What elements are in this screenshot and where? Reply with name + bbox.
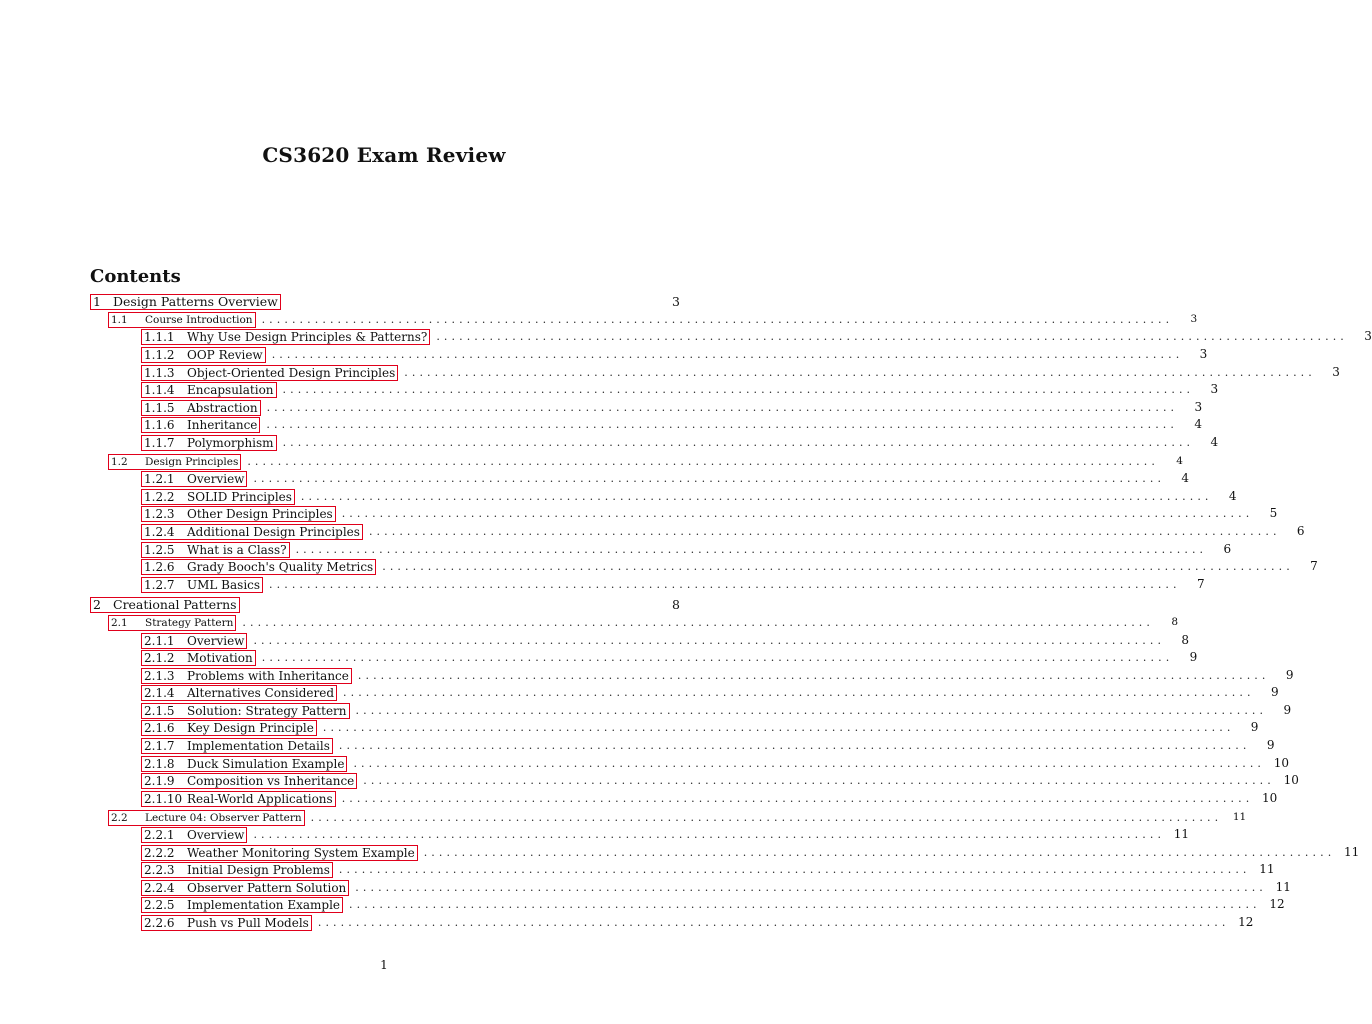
toc-link[interactable] [141,650,256,666]
toc-entry [141,399,1203,416]
toc-page-number[interactable]: 4 [1176,455,1183,467]
toc-link[interactable] [141,915,312,931]
toc-title: Additional Design Principles [187,524,360,539]
toc-leader-dots: ........................................................................................................................ [269,578,1181,591]
toc-entry [141,381,1219,398]
toc-link[interactable] [141,506,336,522]
toc-title: Composition vs Inheritance [187,773,355,788]
toc-number: 1.2.3 [144,506,175,521]
toc-number: 2.1.5 [144,703,175,718]
toc-page-number[interactable]: 7 [1310,559,1318,573]
toc-number: 2.1.8 [144,756,175,771]
toc-link[interactable] [90,294,281,310]
toc-leader-dots: ........................................................................................................................ [261,651,1174,664]
toc-link[interactable] [141,738,333,754]
toc-page-number[interactable]: 8 [1171,616,1178,628]
toc-link[interactable] [108,454,241,470]
toc-title: Weather Monitoring System Example [187,845,415,860]
toc-leader-dots: ........................................................................................................................ [253,634,1166,647]
toc-number: 2.1.7 [144,738,175,753]
toc-entry [141,576,1205,593]
toc-entry [141,702,1292,719]
toc-link[interactable] [141,329,430,345]
toc-page-number[interactable]: 3 [1190,313,1198,325]
toc-title: Grady Booch's Quality Metrics [187,559,374,574]
toc-page-number[interactable]: 9 [1266,738,1275,752]
toc-number: 1.2.6 [144,559,175,574]
toc-entry [141,684,1279,701]
toc-entry [141,844,1360,861]
toc-link[interactable] [141,720,317,736]
toc-leader-dots: ........................................................................................................................ [357,669,1270,682]
toc-link[interactable] [108,810,305,826]
toc-link[interactable] [108,615,236,631]
toc-leader-dots: ........................................................................................................................ [271,348,1184,361]
toc-title: Inheritance [187,417,258,432]
toc-page-number[interactable]: 3 [1364,329,1372,343]
toc-entry [141,719,1259,736]
toc-number: 1.1.4 [144,382,175,397]
toc-title: Key Design Principle [187,720,314,735]
toc-page-number[interactable]: 8 [672,597,680,612]
toc-link[interactable] [141,633,247,649]
toc-entry [141,523,1305,540]
toc-entry [141,914,1254,931]
toc-number: 1.1.1 [144,329,175,344]
contents-heading: Contents [90,266,181,287]
toc-entry [90,596,680,613]
toc-title: Real-World Applications [187,791,333,806]
toc-link[interactable] [141,897,343,913]
toc-entry [141,772,1299,789]
toc-number: 2.1 [111,616,128,629]
toc-leader-dots: ........................................................................................................................ [242,616,1154,629]
toc-page-number[interactable]: 3 [1210,382,1219,396]
toc-leader-dots: ........................................................................................................................ [368,525,1281,538]
toc-leader-dots: ........................................................................................................................ [436,330,1348,343]
toc-leader-dots: ........................................................................................................................ [295,543,1208,556]
toc-entry [141,541,1232,558]
toc-entry [141,470,1190,487]
toc-entry [141,755,1290,772]
toc-page-number[interactable]: 12 [1269,897,1285,911]
toc-link[interactable] [141,417,260,433]
toc-leader-dots: ........................................................................................................................ [404,366,1316,379]
toc-title: Overview [187,633,245,648]
toc-number: 2.2.4 [144,880,175,895]
toc-entry [141,416,1202,433]
toc-leader-dots: ........................................................................................................................ [322,721,1235,734]
toc-link[interactable] [141,365,398,381]
toc-number: 1 [93,293,101,309]
toc-title: Solution: Strategy Pattern [187,703,347,718]
toc-entry [141,505,1278,522]
toc-leader-dots: ........................................................................................................................ [338,863,1251,876]
toc-page-number[interactable]: 10 [1283,773,1299,787]
toc-link[interactable] [141,559,376,575]
toc-page-number[interactable]: 6 [1296,524,1305,538]
toc-page-number[interactable]: 9 [1283,703,1292,717]
toc-page-number[interactable]: 6 [1223,542,1232,556]
toc-page-number[interactable]: 3 [1199,347,1208,361]
toc-title: Observer Pattern Solution [187,880,347,895]
toc-title: Overview [187,471,245,486]
toc-link[interactable] [141,791,336,807]
toc-page-number[interactable]: 11 [1275,880,1291,894]
page-number: 1 [380,958,388,972]
toc-title: Abstraction [187,400,258,415]
toc-leader-dots: ........................................................................................................................ [355,704,1268,717]
toc-page-number[interactable]: 4 [1210,435,1219,449]
toc-page-number[interactable]: 4 [1194,417,1202,431]
toc-number: 1.2.7 [144,577,175,592]
toc-number: 1.2.2 [144,489,175,504]
toc-page-number[interactable]: 9 [1285,668,1294,682]
toc-title: Lecture 04: Observer Pattern [145,811,302,824]
toc-leader-dots: ........................................................................................................................ [266,418,1178,431]
toc-entry [141,434,1219,451]
document-title: CS3620 Exam Review [262,143,506,167]
toc-link[interactable] [141,880,349,896]
toc-entry [108,809,1247,826]
toc-entry [141,826,1190,843]
toc-link[interactable] [141,685,337,701]
toc-entry [141,879,1291,896]
toc-title: OOP Review [187,347,263,362]
toc-title: Overview [187,827,245,842]
toc-leader-dots: ........................................................................................................................ [382,560,1294,573]
toc-number: 1.2.4 [144,524,175,539]
toc-title: Problems with Inheritance [187,668,349,683]
toc-page-number[interactable]: 7 [1196,577,1205,591]
toc-title: Polymorphism [187,435,274,450]
toc-number: 1.1.2 [144,347,175,362]
toc-number: 2 [93,596,101,612]
toc-number: 2.2.2 [144,845,175,860]
toc-number: 2.2.1 [144,827,175,842]
toc-title: What is a Class? [187,542,287,557]
toc-page-number[interactable]: 4 [1181,471,1190,485]
toc-entry [141,632,1190,649]
toc-entry [141,488,1237,505]
toc-page-number[interactable]: 11 [1173,827,1190,841]
toc-number: 2.2.6 [144,915,175,930]
toc-link[interactable] [141,756,347,772]
toc-entry [141,790,1278,807]
toc-title: Creational Patterns [113,596,237,612]
toc-number: 2.1.10 [144,791,183,806]
toc-entry [90,293,680,310]
toc-leader-dots: ........................................................................................................................ [261,313,1174,326]
toc-leader-dots: ........................................................................................................................ [247,455,1159,468]
toc-leader-dots: ........................................................................................................................ [253,472,1166,485]
toc-title: Course Introduction [145,313,253,326]
toc-link[interactable] [141,382,277,398]
toc-leader-dots: ........................................................................................................................ [317,916,1230,929]
toc-leader-dots: ........................................................................................................................ [253,828,1166,841]
toc-page-number[interactable]: 3 [1194,400,1203,414]
toc-number: 1.2.5 [144,542,175,557]
toc-entry [141,896,1285,913]
toc-entry [108,453,1183,470]
toc-entry [141,364,1340,381]
toc-page-number[interactable]: 11 [1259,862,1275,876]
toc-title: Initial Design Problems [187,862,330,877]
toc-link[interactable] [141,471,247,487]
toc-entry [141,558,1318,575]
toc-leader-dots: ........................................................................................................................ [341,507,1254,520]
toc-leader-dots: ........................................................................................................................ [363,774,1275,787]
toc-title: Strategy Pattern [145,616,234,629]
toc-leader-dots: ........................................................................................................................ [338,739,1251,752]
toc-leader-dots: ........................................................................................................................ [423,846,1336,859]
toc-entry [108,311,1198,328]
toc-entry [141,649,1198,666]
toc-link[interactable] [141,703,350,719]
toc-entry [141,328,1372,345]
toc-number: 1.1.3 [144,365,175,380]
toc-number: 2.1.9 [144,773,175,788]
toc-leader-dots: ........................................................................................................................ [266,401,1179,414]
toc-link[interactable] [141,524,363,540]
toc-link[interactable] [141,400,261,416]
toc-page-number[interactable]: 4 [1228,489,1237,503]
toc-link[interactable] [141,347,266,363]
toc-title: UML Basics [187,577,261,592]
toc-number: 2.2.5 [144,897,175,912]
toc-link[interactable] [141,845,418,861]
toc-title: Design Principles [145,455,239,468]
toc-link[interactable] [141,577,263,593]
toc-number: 2.1.2 [144,650,175,665]
toc-number: 2.1.6 [144,720,175,735]
toc-page-number[interactable]: 3 [672,294,680,309]
toc-entry [141,861,1275,878]
toc-entry [141,737,1275,754]
toc-page-number[interactable]: 5 [1269,506,1278,520]
toc-number: 1.1.6 [144,417,175,432]
toc-link[interactable] [141,827,247,843]
toc-title: Alternatives Considered [187,685,334,700]
toc-title: Implementation Details [187,738,330,753]
toc-page-number[interactable]: 8 [1181,633,1190,647]
toc-entry [108,614,1178,631]
toc-page-number[interactable]: 10 [1273,756,1290,770]
toc-title: Encapsulation [187,382,274,397]
toc-number: 1.1 [111,313,128,326]
toc-leader-dots: ........................................................................................................................ [341,792,1254,805]
toc-entry [141,667,1294,684]
toc-number: 1.2.1 [144,471,175,486]
toc-number: 2.2.3 [144,862,175,877]
toc-page-number[interactable]: 9 [1250,720,1259,734]
toc-page-number[interactable]: 3 [1332,365,1340,379]
toc-page-number[interactable]: 12 [1238,915,1254,929]
toc-title: Other Design Principles [187,506,333,521]
toc-page-number[interactable]: 11 [1232,811,1247,823]
toc-number: 1.1.5 [144,400,175,415]
toc-title: Push vs Pull Models [187,915,309,930]
toc-number: 1.2 [111,455,128,468]
toc-number: 2.2 [111,811,128,824]
toc-number: 2.1.4 [144,685,175,700]
toc-link[interactable] [108,312,256,328]
toc-leader-dots: ........................................................................................................................ [282,436,1195,449]
toc-title: SOLID Principles [187,489,292,504]
toc-leader-dots: ........................................................................................................................ [343,686,1255,699]
toc-number: 2.1.1 [144,633,175,648]
toc-title: Duck Simulation Example [187,756,345,771]
toc-link[interactable] [141,668,352,684]
toc-number: 2.1.3 [144,668,175,683]
toc-leader-dots: ........................................................................................................................ [349,898,1261,911]
toc-leader-dots: ........................................................................................................................ [282,383,1195,396]
toc-entry [141,346,1208,363]
toc-link[interactable] [141,862,333,878]
toc-link[interactable] [90,597,240,613]
toc-page-number[interactable]: 10 [1262,791,1278,805]
toc-number: 1.1.7 [144,435,175,450]
toc-title: Motivation [187,650,253,665]
toc-title: Object-Oriented Design Principles [187,365,396,380]
toc-page-number[interactable]: 11 [1344,845,1360,859]
toc-leader-dots: ........................................................................................................................ [355,881,1267,894]
toc-link[interactable] [141,773,357,789]
toc-leader-dots: ........................................................................................................................ [300,490,1213,503]
toc-page-number[interactable]: 9 [1270,685,1279,699]
toc-title: Design Patterns Overview [113,293,278,309]
toc-title: Implementation Example [187,897,341,912]
toc-page-number[interactable]: 9 [1189,650,1198,664]
toc-link[interactable] [141,489,295,505]
toc-title: Why Use Design Principles & Patterns? [187,329,428,344]
toc-link[interactable] [141,435,277,451]
toc-link[interactable] [141,542,290,558]
toc-leader-dots: ........................................................................................................................ [310,811,1223,824]
toc-leader-dots: ........................................................................................................................ [353,757,1266,770]
